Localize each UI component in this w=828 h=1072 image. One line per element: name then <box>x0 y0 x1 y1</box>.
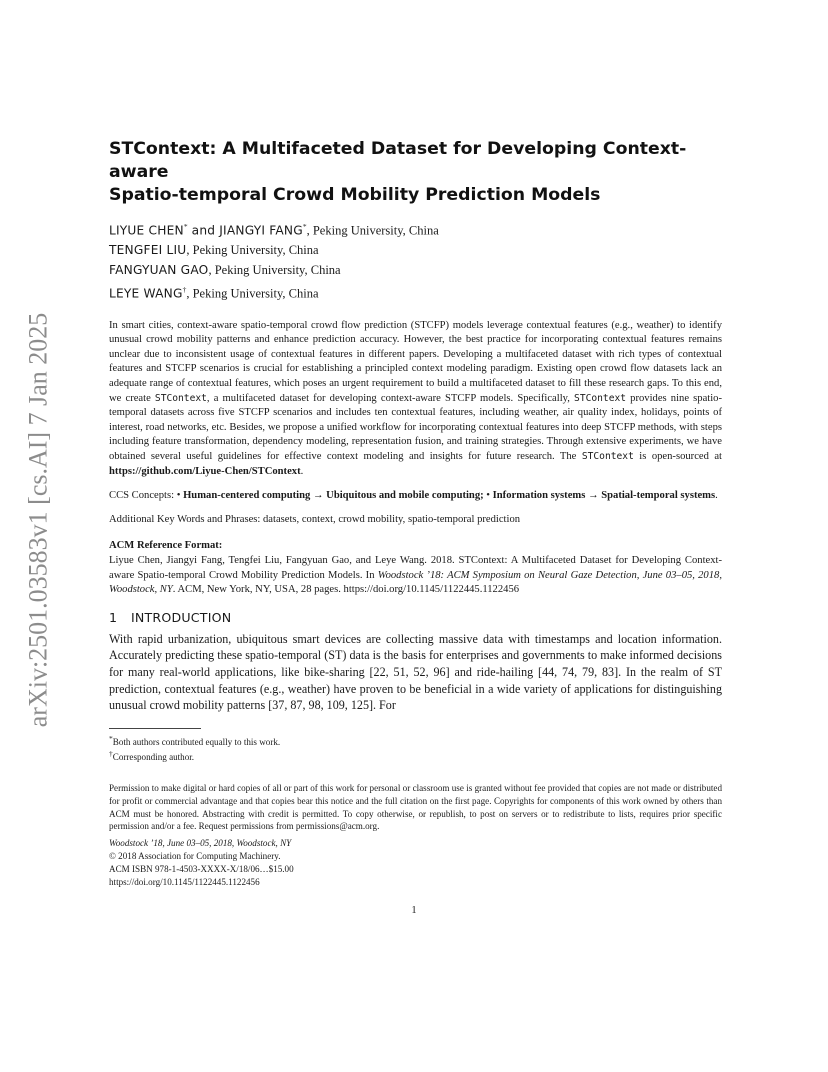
dataset-name: STContext <box>581 451 634 462</box>
section-heading-introduction <box>109 609 722 627</box>
dataset-name: STContext <box>154 392 207 404</box>
author-line-4 <box>109 280 722 303</box>
acm-reference-text <box>109 554 722 598</box>
author-line-3 <box>109 260 722 280</box>
reference-text: Liyue Chen, Jiangyi Fang, Tengfei Liu, Fangyuan Gao, and Leye Wang. 2018. STContext: A Multifaceted Dataset for Developing Context-aware Spatio-temporal Crowd Mobility Prediction Models. In <box>109 554 722 581</box>
page-number: 1 <box>411 905 417 916</box>
ccs-concept-1: Human-centered computing → Ubiquitous and mobile computing; <box>183 490 484 502</box>
equal-contribution-mark: * <box>302 222 307 231</box>
footnote-mark: † <box>109 749 113 759</box>
footnote-text: Corresponding author. <box>112 752 195 763</box>
publication-info <box>109 837 722 889</box>
abstract-text: is open-sourced at <box>633 451 722 462</box>
section-title: INTRODUCTION <box>131 609 232 625</box>
footnote-divider <box>109 728 201 729</box>
abstract <box>109 319 722 480</box>
arxiv-identifier: arXiv:2501.03583v1 [cs.AI] 7 Jan 2025 <box>23 312 52 728</box>
abstract-text: , a multifaceted dataset for developing context-aware STCFP models. Specifically, <box>206 392 575 404</box>
introduction-paragraph: With rapid urbanization, ubiquitous smart devices are collecting massive data with timestamps and location information. Accurately predicting these spatio-temporal (ST) data is the basis for enterprises and governments to make informed decisions for many real-world applications, like bike-sharing [22, 51, 52, 96] and ride-hailing [44, 74, 79, 83]. In the realm of ST prediction, contextual features (e.g., weather) have proven to be beneficial in a wide variety of applications for distinguishing unusual crowd mobility patterns [37, 87, 98, 109, 125]. For <box>109 631 722 713</box>
footnotes <box>109 733 722 764</box>
author-name: FANGYUAN GAO <box>109 263 209 278</box>
ccs-concepts <box>109 489 722 504</box>
ccs-concept-2: Information systems → Spatial-temporal systems <box>492 490 716 502</box>
abstract-text: In smart cities, context-aware spatio-temporal crowd flow prediction (STCFP) models leverage contextual features (e.g., weather) to identify unusual crowd mobility patterns and enhance prediction accuracy. However, the best practice for incorporating contextual features remains unclear due to inconsistent usage of contextual features in different papers. Developing a multifaceted dataset with rich types of contextual features and STCFP scenarios is crucial for establishing a principled context modeling paradigm. Existing open crowd flow datasets lack an adequate range of contextual features, which poses an urgent requirement to build a multifaceted dataset to fill these research gaps. To this end, we create <box>109 319 722 404</box>
paper-title <box>109 138 722 207</box>
keywords: Additional Key Words and Phrases: datasets, context, crowd mobility, spatio-temporal prediction <box>109 513 521 525</box>
section-number: 1 <box>109 609 118 625</box>
arxiv-sidebar-stamp <box>8 305 68 735</box>
reference-text: . ACM, New York, NY, USA, 28 pages. https://doi.org/10.1145/1122445.1122456 <box>172 584 520 596</box>
pub-venue: Woodstock ’18, June 03–05, 2018, Woodstock, NY <box>109 838 292 848</box>
pub-isbn: ACM ISBN 978-1-4503-XXXX-X/18/06…$15.00 <box>109 864 294 874</box>
author-affiliation: , Peking University, China <box>186 243 319 258</box>
author-conjunction: and <box>187 223 220 238</box>
footnote-mark: * <box>109 733 113 743</box>
pub-doi: https://doi.org/10.1145/1122445.1122456 <box>109 877 260 887</box>
dataset-name: STContext <box>574 392 627 404</box>
equal-contribution-mark: * <box>183 222 188 231</box>
footnote-corresponding <box>109 748 722 764</box>
github-link[interactable]: https://github.com/Liyue-Chen/STContext <box>109 465 301 477</box>
abstract-text: provides nine spatio-temporal datasets across five STCFP scenarios and includes ten contextual features, including weather, air quality index, holidays, points of interest, road networks, etc. Besides, we propose a unified workflow for incorporating contextual features into deep STCFP methods, with steps including feature transformation, dependency modeling, representation fusion, and training strategies. Through extensive experiments, we have obtained several useful guidelines for effective context modeling and insights for future research. The <box>109 392 723 462</box>
author-name: TENGFEI LIU <box>109 243 187 258</box>
paper-first-page <box>109 138 722 889</box>
ccs-separator: • <box>483 490 493 502</box>
title-line-1: STContext: A Multifaceted Dataset for Developing Context-aware <box>109 139 687 182</box>
reference-venue: Woodstock ’18: ACM Symposium on Neural Gaze Detection, June 03–05, 2018, Woodstock, NY <box>109 569 722 596</box>
author-line-1 <box>109 217 722 240</box>
ccs-label: CCS Concepts: • <box>109 490 184 502</box>
abstract-text: . <box>300 465 304 477</box>
author-name: LEYE WANG <box>109 286 183 301</box>
acm-reference-heading: ACM Reference Format: <box>109 540 223 552</box>
title-line-2: Spatio-temporal Crowd Mobility Prediction Models <box>109 185 601 205</box>
corresponding-author-mark: † <box>182 285 187 295</box>
author-affiliation: , Peking University, China <box>186 286 319 301</box>
pub-copyright: © 2018 Association for Computing Machinery. <box>109 851 281 861</box>
author-block <box>109 217 722 304</box>
author-name: LIYUE CHEN <box>109 223 184 238</box>
author-affiliation: , Peking University, China <box>208 263 341 278</box>
author-name: JIANGYI FANG <box>219 223 303 238</box>
author-line-2 <box>109 240 722 260</box>
author-affiliation: , Peking University, China <box>306 223 439 238</box>
ccs-end: . <box>715 490 718 502</box>
footnote-equal-contribution <box>109 733 722 749</box>
footnote-text: Both authors contributed equally to this work. <box>112 736 281 747</box>
permission-statement: Permission to make digital or hard copies of all or part of this work for personal or classroom use is granted without fee provided that copies are not made or distributed for profit or commercial advantage and that copies bear this notice and the full citation on the first page. Copyrights for components of this work owned by others than ACM must be honored. Abstracting with credit is permitted. To copy otherwise, or republish, to post on servers or to redistribute to lists, requires prior specific permission and/or a fee. Request permissions from permissions@acm.org. <box>109 783 722 832</box>
